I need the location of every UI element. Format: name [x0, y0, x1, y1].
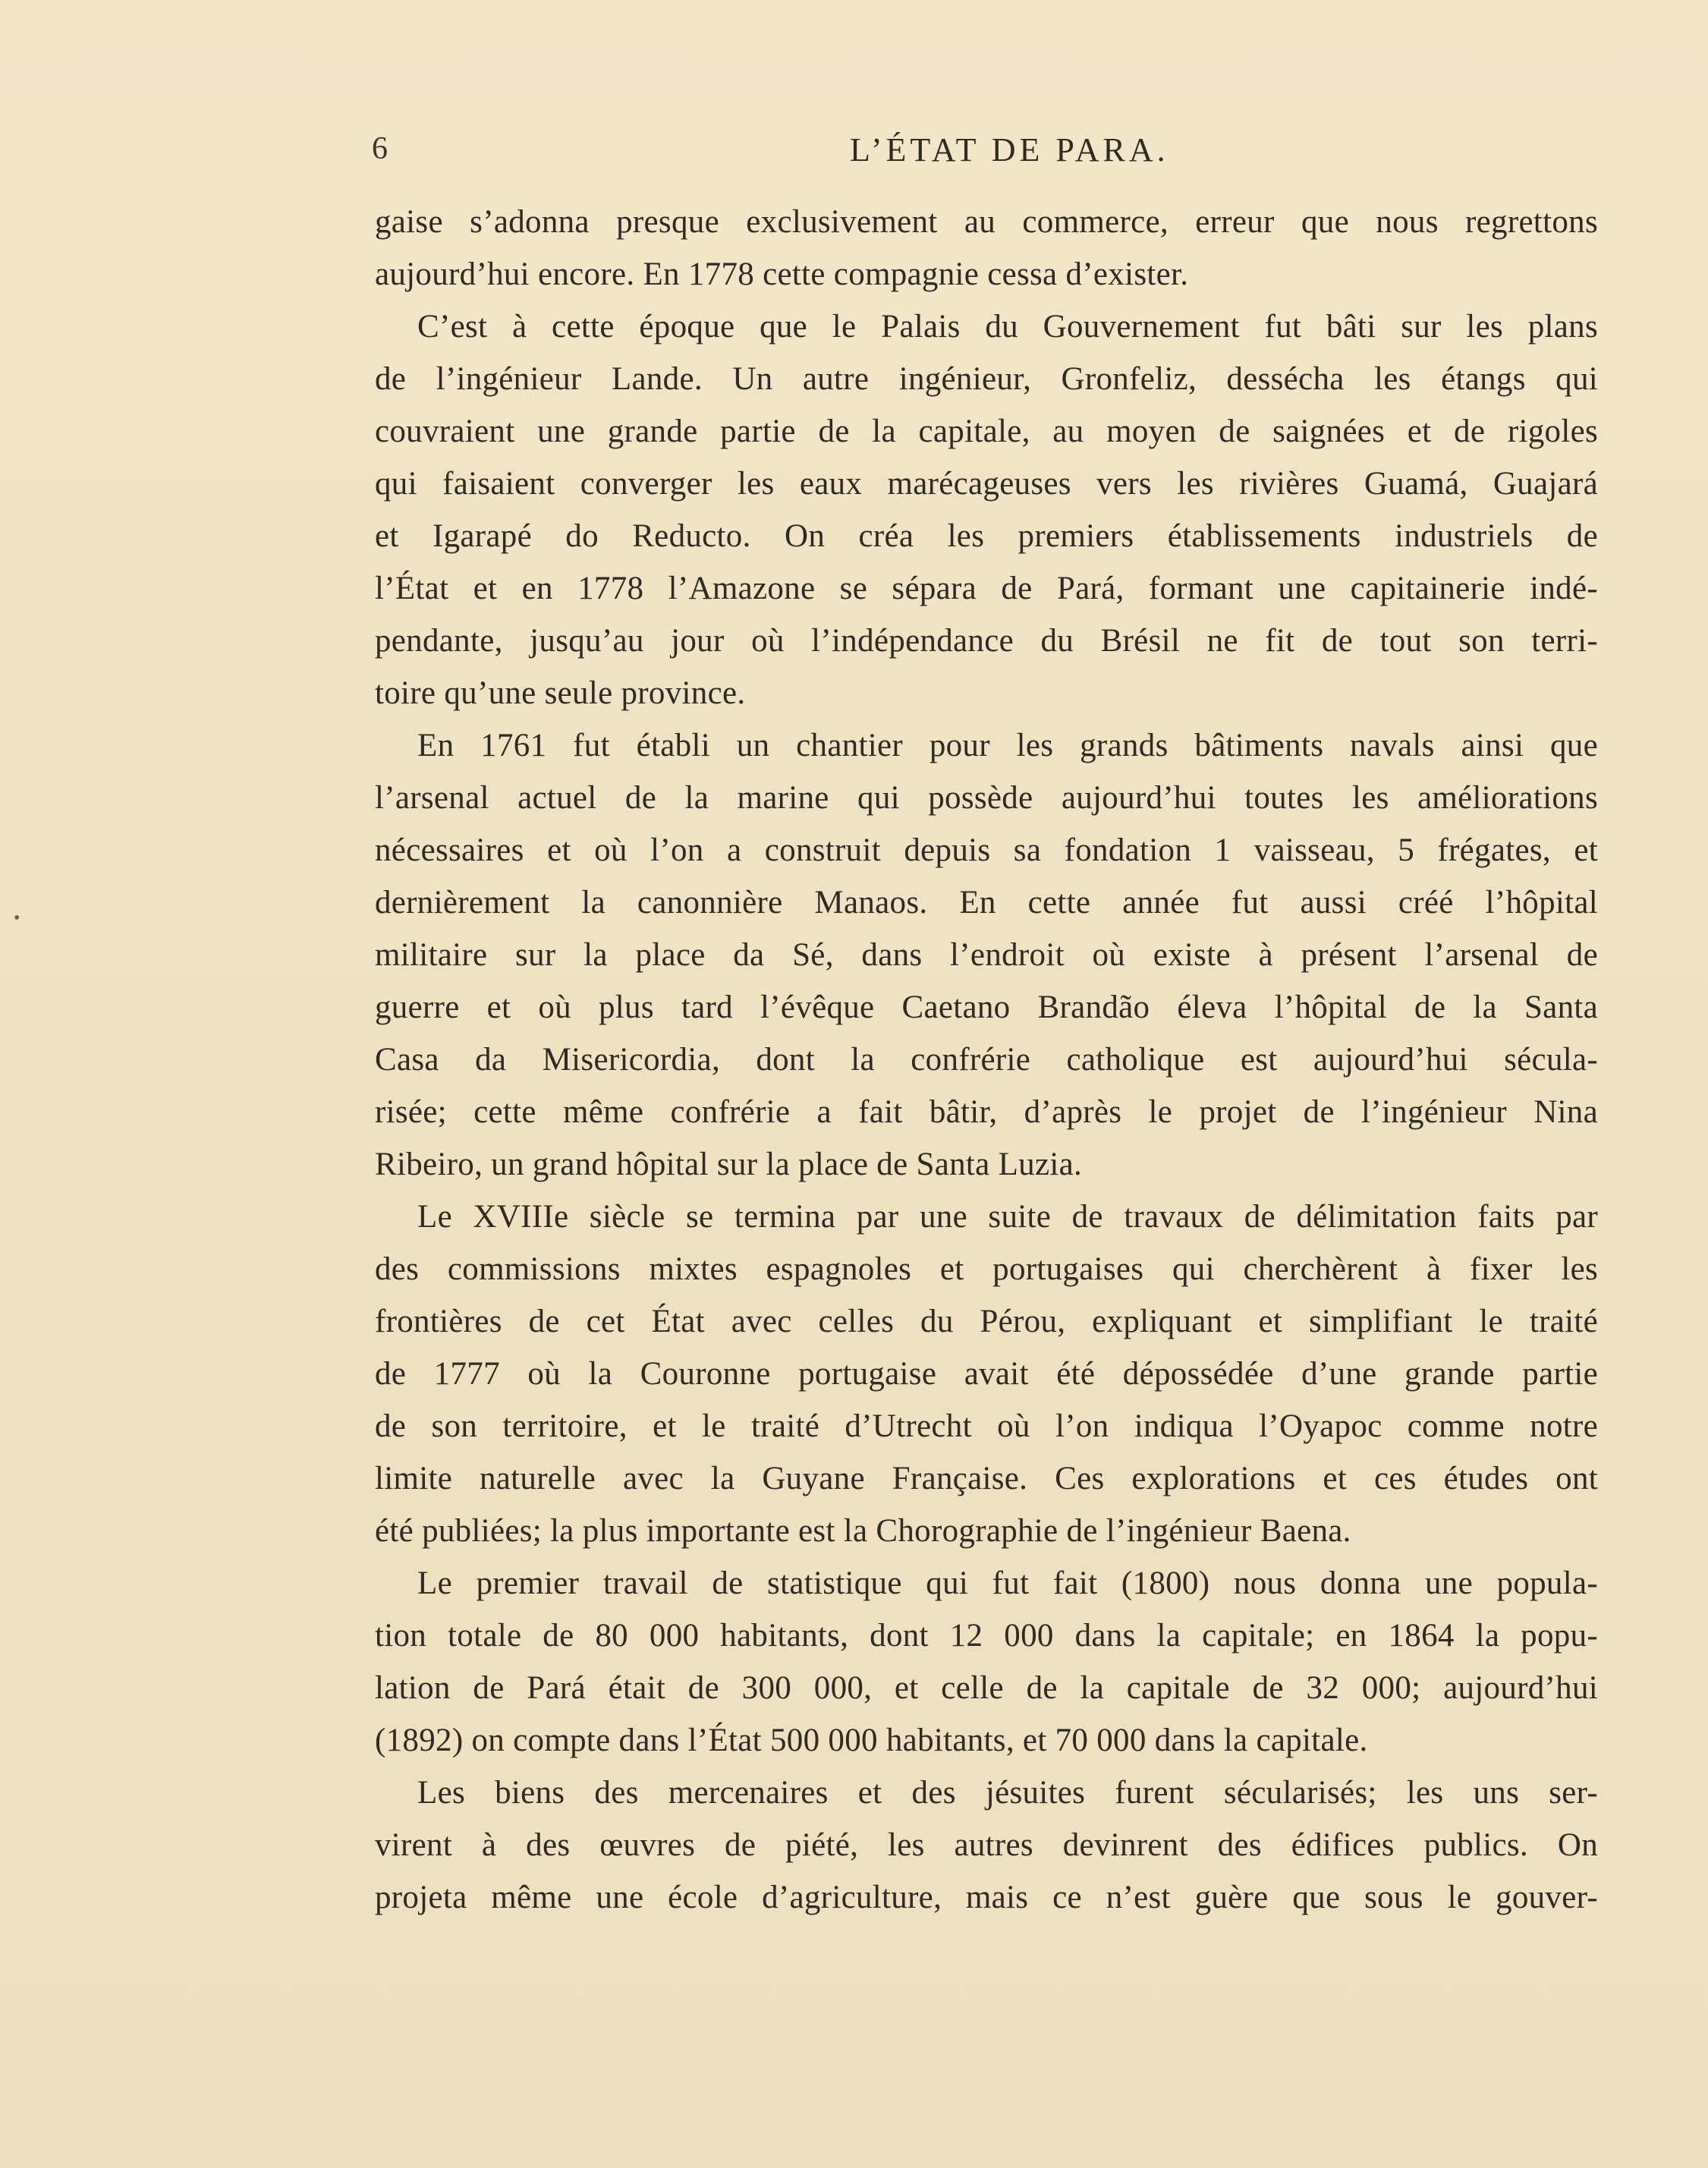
text-line: Le premier travail de statistique qui fut fait (1800) nous donna une popula-: [417, 1565, 1598, 1601]
text-line: pendante, jusqu’au jour où l’indépendance du Brésil ne fit de tout son terri-: [375, 623, 1598, 659]
text-line: En 1761 fut établi un chantier pour les grands bâtiments navals ainsi que: [417, 728, 1598, 763]
text-line: guerre et où plus tard l’évêque Caetano Brandão éleva l’hôpital de la Santa: [375, 990, 1598, 1025]
running-title: L’ÉTAT DE PARA.: [850, 131, 1169, 168]
text-line: de l’ingénieur Lande. Un autre ingénieur, Gronfeliz, dessécha les étangs qui: [375, 361, 1598, 397]
page-number: 6: [372, 131, 388, 166]
text-line: virent à des œuvres de piété, les autres devinrent des édifices publics. On: [375, 1827, 1598, 1863]
text-line: couvraient une grande partie de la capitale, au moyen de saignées et de rigoles: [375, 414, 1598, 449]
text-line: militaire sur la place da Sé, dans l’endroit où existe à présent l’arsenal de: [375, 937, 1598, 973]
text-line: projeta même une école d’agriculture, mais ce n’est guère que sous le gouver-: [375, 1880, 1598, 1915]
text-line: risée; cette même confrérie a fait bâtir, d’après le projet de l’ingénieur Nina: [375, 1094, 1598, 1130]
text-line: C’est à cette époque que le Palais du Gouvernement fut bâti sur les plans: [417, 309, 1598, 345]
text-line: (1892) on compte dans l’État 500 000 habitants, et 70 000 dans la capitale.: [375, 1723, 1368, 1758]
text-line: qui faisaient converger les eaux marécageuses vers les rivières Guamá, Guajará: [375, 466, 1598, 502]
text-line: de son territoire, et le traité d’Utrecht où l’on indiqua l’Oyapoc comme notre: [375, 1408, 1598, 1444]
text-line: été publiées; la plus importante est la Chorographie de l’ingénieur Baena.: [375, 1513, 1351, 1549]
text-line: toire qu’une seule province.: [375, 675, 746, 711]
text-line: Le XVIIIe siècle se termina par une suite de travaux de délimitation faits par: [417, 1199, 1598, 1235]
text-line: Casa da Misericordia, dont la confrérie catholique est aujourd’hui sécula-: [375, 1042, 1598, 1078]
text-line: l’arsenal actuel de la marine qui possède aujourd’hui toutes les améliorations: [375, 780, 1598, 816]
text-line: limite naturelle avec la Guyane Française. Ces explorations et ces études ont: [375, 1461, 1598, 1496]
text-line: de 1777 où la Couronne portugaise avait été dépossédée d’une grande partie: [375, 1356, 1598, 1392]
text-line: Ribeiro, un grand hôpital sur la place de Santa Luzia.: [375, 1147, 1083, 1182]
margin-mark: •: [14, 908, 20, 928]
page-header: [372, 131, 1601, 176]
text-line: lation de Pará était de 300 000, et celle de la capitale de 32 000; aujourd’hui: [375, 1670, 1598, 1706]
text-line: nécessaires et où l’on a construit depuis sa fondation 1 vaisseau, 5 frégates, et: [375, 832, 1598, 868]
text-line: aujourd’hui encore. En 1778 cette compagnie cessa d’exister.: [375, 256, 1189, 292]
text-line: tion totale de 80 000 habitants, dont 12 000 dans la capitale; en 1864 la popu-: [375, 1618, 1598, 1654]
text-line: dernièrement la canonnière Manaos. En cette année fut aussi créé l’hôpital: [375, 885, 1598, 920]
text-line: gaise s’adonna presque exclusivement au commerce, erreur que nous regrettons: [375, 204, 1598, 240]
body-text: [375, 196, 1598, 1924]
text-line: frontières de cet État avec celles du Pérou, expliquant et simplifiant le traité: [375, 1304, 1598, 1339]
text-line: l’État et en 1778 l’Amazone se sépara de Pará, formant une capitainerie indé-: [375, 571, 1598, 606]
text-line: des commissions mixtes espagnoles et portugaises qui cherchèrent à fixer les: [375, 1251, 1598, 1287]
text-line: et Igarapé do Reducto. On créa les premiers établissements industriels de: [375, 518, 1598, 554]
text-line: Les biens des mercenaires et des jésuites furent sécularisés; les uns ser-: [417, 1775, 1598, 1811]
